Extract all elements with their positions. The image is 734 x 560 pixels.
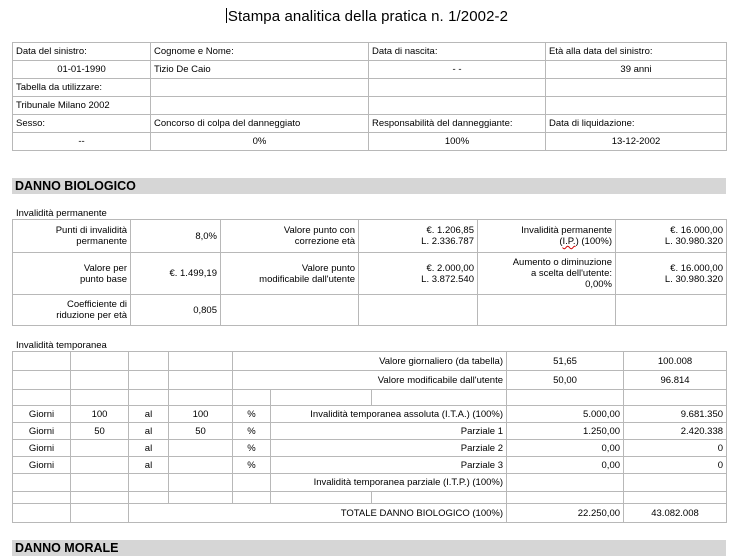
header-table bbox=[12, 42, 727, 151]
responsabilita-value: 100% bbox=[369, 133, 546, 151]
totale-label: TOTALE DANNO BIOLOGICO (100%) bbox=[129, 504, 507, 523]
danno-morale-heading: DANNO MORALE bbox=[12, 540, 726, 556]
invalidita-permanente-heading: Invalidità permanente bbox=[16, 208, 107, 219]
sesso-value: -- bbox=[13, 133, 151, 151]
tabella-value: Tribunale Milano 2002 bbox=[13, 97, 151, 115]
inv-perm-label: Invalidità permanente (I.P.) (100%) bbox=[478, 220, 616, 253]
coeff-label: Coefficiente di riduzione per età bbox=[13, 295, 131, 326]
totale-lire: 43.082.008 bbox=[624, 504, 727, 523]
nome-label: Cognome e Nome: bbox=[151, 43, 369, 61]
table-row: Giorni 100 al 100 % Invalidità temporanea assoluta (I.T.A.) (100%) 5.000,00 9.681.350 bbox=[13, 406, 727, 423]
concorso-label: Concorso di colpa del danneggiato bbox=[151, 115, 369, 133]
text-cursor bbox=[226, 8, 227, 23]
modificabile-eur: 50,00 bbox=[507, 371, 624, 390]
sesso-label: Sesso: bbox=[13, 115, 151, 133]
itp-label: Invalidità temporanea parziale (I.T.P.) (100%) bbox=[271, 474, 507, 492]
danno-biologico-heading: DANNO BIOLOGICO bbox=[12, 178, 726, 194]
modificabile-lire: 96.814 bbox=[624, 371, 727, 390]
eta-value: 39 anni bbox=[546, 61, 727, 79]
punti-value: 8,0% bbox=[131, 220, 221, 253]
modificabile-label: Valore modificabile dall'utente bbox=[233, 371, 507, 390]
aumento-label: Aumento o diminuzione a scelta dell'utente: 0,00% bbox=[478, 253, 616, 295]
aumento-value: €. 16.000,00 L. 30.980.320 bbox=[616, 253, 727, 295]
temporanea-table bbox=[12, 351, 727, 523]
inv-perm-value: €. 16.000,00 L. 30.980.320 bbox=[616, 220, 727, 253]
giornaliero-lire: 100.008 bbox=[624, 352, 727, 371]
giornaliero-eur: 51,65 bbox=[507, 352, 624, 371]
punti-label: Punti di invalidità permanente bbox=[13, 220, 131, 253]
valore-correzione-value: €. 1.206,85 L. 2.336.787 bbox=[359, 220, 478, 253]
coeff-value: 0,805 bbox=[131, 295, 221, 326]
totale-eur: 22.250,00 bbox=[507, 504, 624, 523]
permanente-table bbox=[12, 219, 727, 326]
table-row: Giorni al % Parziale 3 0,00 0 bbox=[13, 457, 727, 474]
giornaliero-label: Valore giornaliero (da tabella) bbox=[233, 352, 507, 371]
valore-utente-label: Valore punto modificabile dall'utente bbox=[221, 253, 359, 295]
valore-utente-value: €. 2.000,00 L. 3.872.540 bbox=[359, 253, 478, 295]
nascita-value: - - bbox=[369, 61, 546, 79]
valore-base-label: Valore per punto base bbox=[13, 253, 131, 295]
eta-label: Età alla data del sinistro: bbox=[546, 43, 727, 61]
data-sinistro-value: 01-01-1990 bbox=[13, 61, 151, 79]
liquidazione-label: Data di liquidazione: bbox=[546, 115, 727, 133]
valore-base-value: €. 1.499,19 bbox=[131, 253, 221, 295]
valore-correzione-label: Valore punto con correzione età bbox=[221, 220, 359, 253]
table-row: Giorni al % Parziale 2 0,00 0 bbox=[13, 440, 727, 457]
table-row: Giorni 50 al 50 % Parziale 1 1.250,00 2.420.338 bbox=[13, 423, 727, 440]
concorso-value: 0% bbox=[151, 133, 369, 151]
data-sinistro-label: Data del sinistro: bbox=[13, 43, 151, 61]
nome-value: Tizio De Caio bbox=[151, 61, 369, 79]
liquidazione-value: 13-12-2002 bbox=[546, 133, 727, 151]
responsabilita-label: Responsabilità del danneggiante: bbox=[369, 115, 546, 133]
page-title: Stampa analitica della pratica n. 1/2002-2 bbox=[227, 8, 509, 25]
nascita-label: Data di nascita: bbox=[369, 43, 546, 61]
tabella-label: Tabella da utilizzare: bbox=[13, 79, 151, 97]
invalidita-temporanea-heading: Invalidità temporanea bbox=[16, 340, 107, 351]
